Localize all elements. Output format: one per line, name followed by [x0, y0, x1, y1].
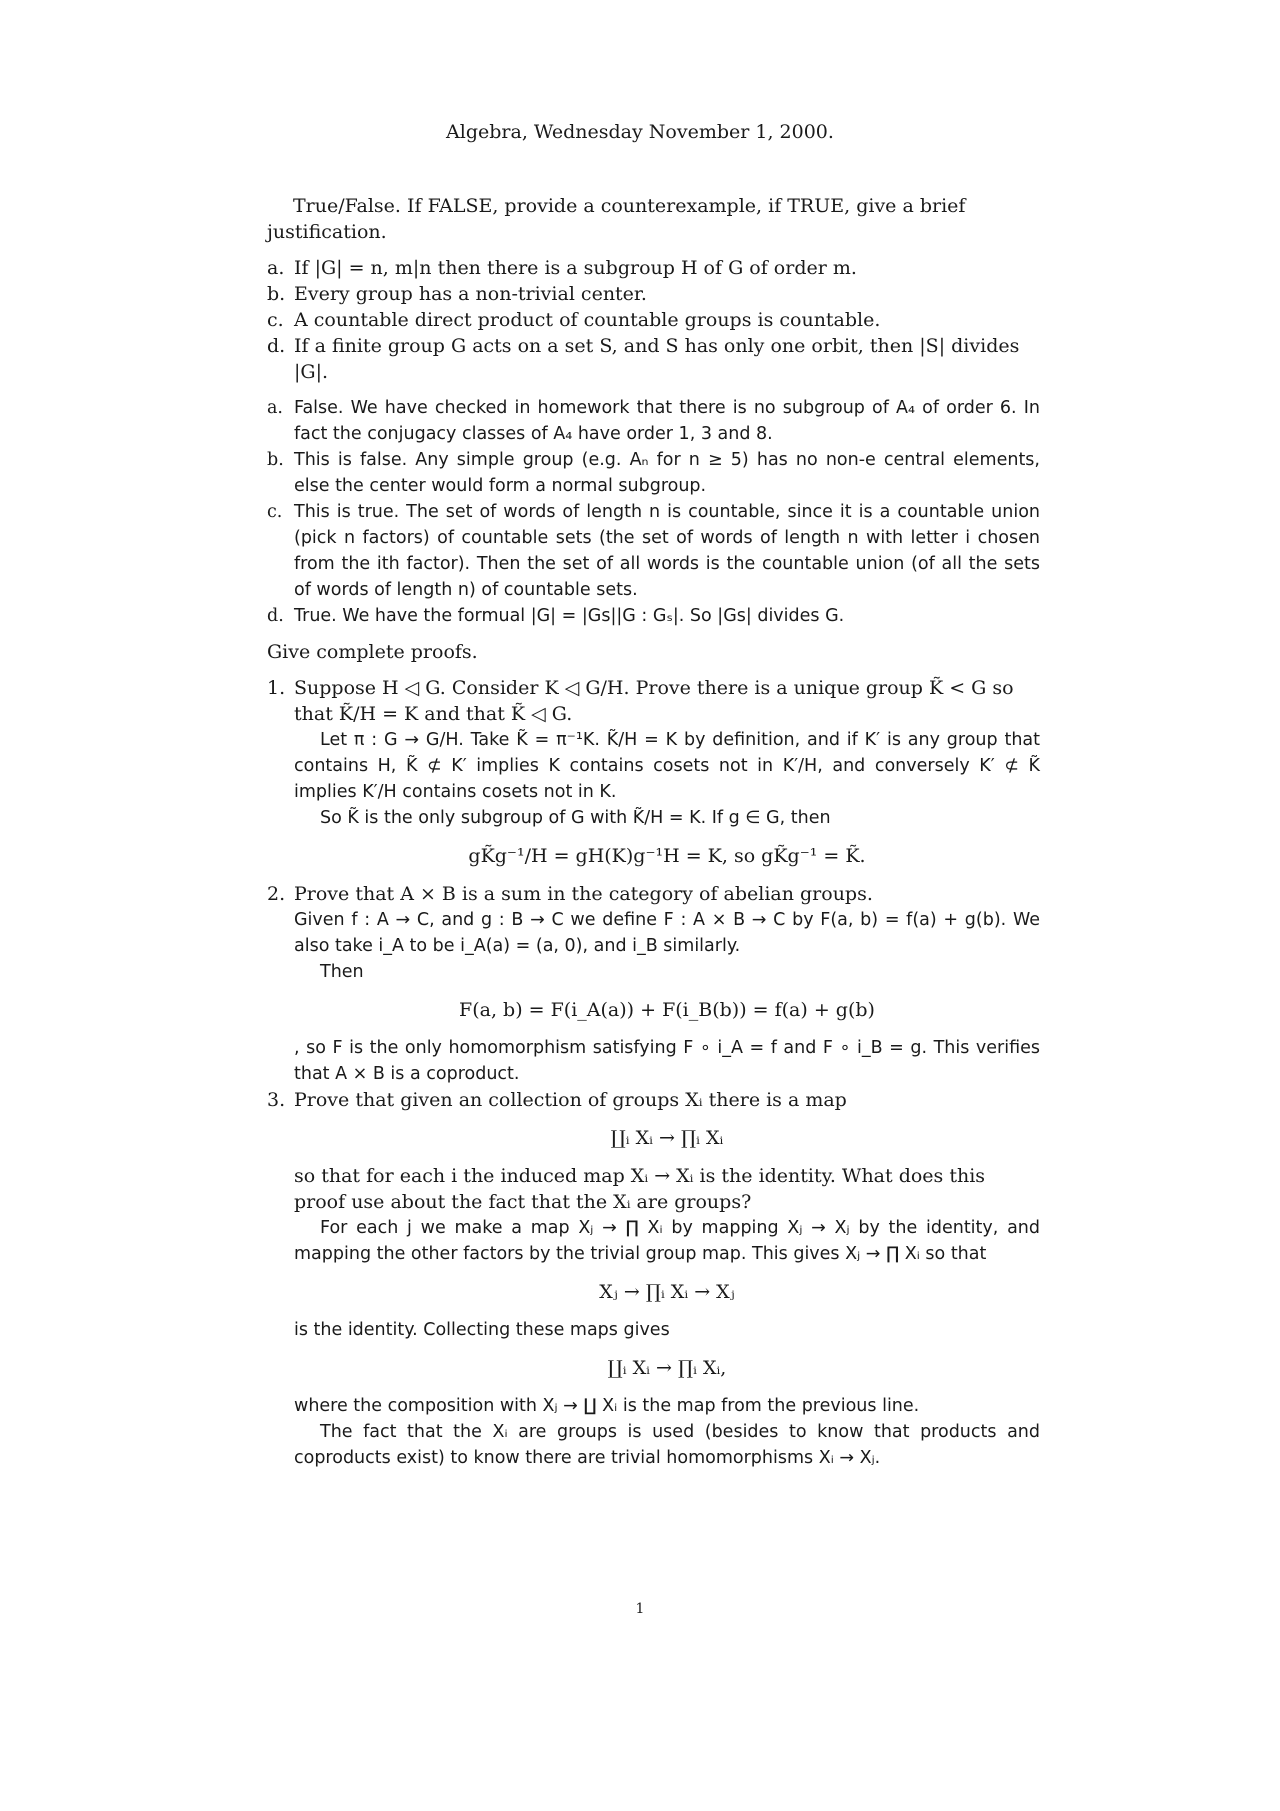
- answer-a: a. False. We have checked in homework that there is no subgroup of A₄ of order 6. In fact the conjugacy classes of A₄ have order 1, 3 and 8.: [267, 398, 1040, 444]
- page-number: 1: [635, 1601, 645, 1617]
- problem-1-para1: Let π : G → G/H. Take K̃ = π⁻¹K. K̃/H = K by definition, and if K′ is any group that contains H, K̃ ⊄ K′ implies K contains cosets not in K′/H, and conversely K′ ⊄ K̃ implies K′/H contains cosets not in K.: [294, 730, 1040, 802]
- question-c: c. A countable direct product of countable groups is countable.: [267, 309, 881, 331]
- page-title: Algebra, Wednesday November 1, 2000.: [446, 121, 834, 143]
- question-a: a. If |G| = n, m|n then there is a subgroup H of G of order m.: [267, 257, 857, 279]
- question-d: d. If a finite group G acts on a set S, and S has only one orbit, then |S| divides |G|.: [267, 335, 1020, 383]
- tf-intro: True/False. If FALSE, provide a counterexample, if TRUE, give a brief justification.: [267, 195, 966, 243]
- problem-2-para1: Given f : A → C, and g : B → C we define F : A × B → C by F(a, b) = f(a) + g(b). We also take i_A to be i_A(a) = (a, 0), and i_B similarly.: [294, 910, 1040, 956]
- answer-d: d. True. We have the formual |G| = |Gs||G : Gₛ|. So |Gs| divides G.: [267, 606, 845, 626]
- problem-3-para3: where the composition with Xⱼ → ∐ Xᵢ is the map from the previous line.: [294, 1396, 920, 1416]
- answer-c: c. This is true. The set of words of length n is countable, since it is a countable union (pick n factors) of countable sets (the set of words of length n with letter i chosen from the ith factor). Then the set of all words is the countable union (of all the sets of words of length n) of countable sets.: [267, 502, 1040, 600]
- problem-1: 1. Suppose H ◁ G. Consider K ◁ G/H. Prove there is a unique group K̃ < G so that K̃/H = K and that K̃ ◁ G. Let π : G → G/H. Take K̃ = π⁻¹K. K̃/H = K by definition, and if K′ is any group that contains H, K̃ ⊄ K′ implies K contains cosets not in K′/H, and conversely K′ ⊄ K̃ implies K′/H contains cosets not in K. So K̃ is the only subgroup of G with K̃/H = K. If g ∈ G, then gK̃g⁻¹/H = gH(K)g⁻¹H = K, so gK̃g⁻¹ = K̃.: [267, 677, 1040, 867]
- problem-3-para2: is the identity. Collecting these maps gives: [294, 1320, 670, 1340]
- problem-3: 3. Prove that given an collection of groups Xᵢ there is a map ∐ᵢ Xᵢ → ∏ᵢ Xᵢ so that for each i the induced map Xᵢ → Xᵢ is the identity. What does this proof use about the fact that the Xᵢ are groups? For each j we make a map Xⱼ → ∏ Xᵢ by mapping Xⱼ → Xⱼ by the identity, and mapping the other factors by the trivial group map. This gives Xⱼ → ∏ Xᵢ so that Xⱼ → ∏ᵢ Xᵢ → Xⱼ is the identity. Collecting these maps gives ∐ᵢ Xᵢ → ∏ᵢ Xᵢ, where the composition with Xⱼ → ∐ Xᵢ is the map from the previous line. The fact that the Xᵢ are groups is used (besides to know that products and coproducts exist) to know there are trivial homomorphisms Xᵢ → Xⱼ.: [267, 1087, 1040, 1471]
- question-b: b. Every group has a non-trivial center.: [267, 283, 647, 305]
- problem-2-display: F(a, b) = F(i_A(a)) + F(i_B(b)) = f(a) + g(b): [459, 999, 875, 1021]
- problem-2-statement: Prove that A × B is a sum in the category of abelian groups.: [294, 883, 873, 905]
- problem-1-display: gK̃g⁻¹/H = gH(K)g⁻¹H = K, so gK̃g⁻¹ = K̃.: [468, 845, 866, 867]
- problem-3-para4: The fact that the Xᵢ are groups is used (besides to know that products and coproducts exist) to know there are trivial homomorphisms Xᵢ → Xⱼ.: [294, 1422, 1040, 1468]
- problem-3-para1: For each j we make a map Xⱼ → ∏ Xᵢ by mapping Xⱼ → Xⱼ by the identity, and mapping the other factors by the trivial group map. This gives Xⱼ → ∏ Xᵢ so that: [294, 1218, 1040, 1264]
- proofs-heading: Give complete proofs.: [267, 641, 478, 663]
- problem-2: 2. Prove that A × B is a sum in the category of abelian groups. Given f : A → C, and g : B → C we define F : A × B → C by F(a, b) = f(a) + g(b). We also take i_A to be i_A(a) = (a, 0), and i_B similarly. Then F(a, b) = F(i_A(a)) + F(i_B(b)) = f(a) + g(b) , so F is the only homomorphism satisfying F ∘ i_A = f and F ∘ i_B = g. This verifies that A × B is a coproduct.: [267, 881, 1040, 1087]
- problem-1-para2: So K̃ is the only subgroup of G with K̃/H = K. If g ∈ G, then: [320, 808, 831, 828]
- problem-2-para2: , so F is the only homomorphism satisfying F ∘ i_A = f and F ∘ i_B = g. This verifies that A × B is a coproduct.: [294, 1038, 1040, 1084]
- problem-3-statement: Prove that given an collection of groups Xᵢ there is a map: [294, 1089, 847, 1111]
- problem-3-statement2: so that for each i the induced map Xᵢ → Xᵢ is the identity. What does this proof use about the fact that the Xᵢ are groups?: [294, 1165, 986, 1213]
- problem-3-display3: ∐ᵢ Xᵢ → ∏ᵢ Xᵢ,: [607, 1357, 727, 1379]
- true-false-section: [267, 193, 1040, 1471]
- problem-1-statement: Suppose H ◁ G. Consider K ◁ G/H. Prove there is a unique group K̃ < G so that K̃/H = K and that K̃ ◁ G.: [294, 677, 1014, 725]
- problem-3-display2: Xⱼ → ∏ᵢ Xᵢ → Xⱼ: [599, 1281, 735, 1303]
- problem-2-then: Then: [320, 962, 364, 982]
- problem-3-display1: ∐ᵢ Xᵢ → ∏ᵢ Xᵢ: [610, 1127, 724, 1149]
- answer-b: b. This is false. Any simple group (e.g. Aₙ for n ≥ 5) has no non-e central elements, else the center would form a normal subgroup.: [267, 450, 1040, 496]
